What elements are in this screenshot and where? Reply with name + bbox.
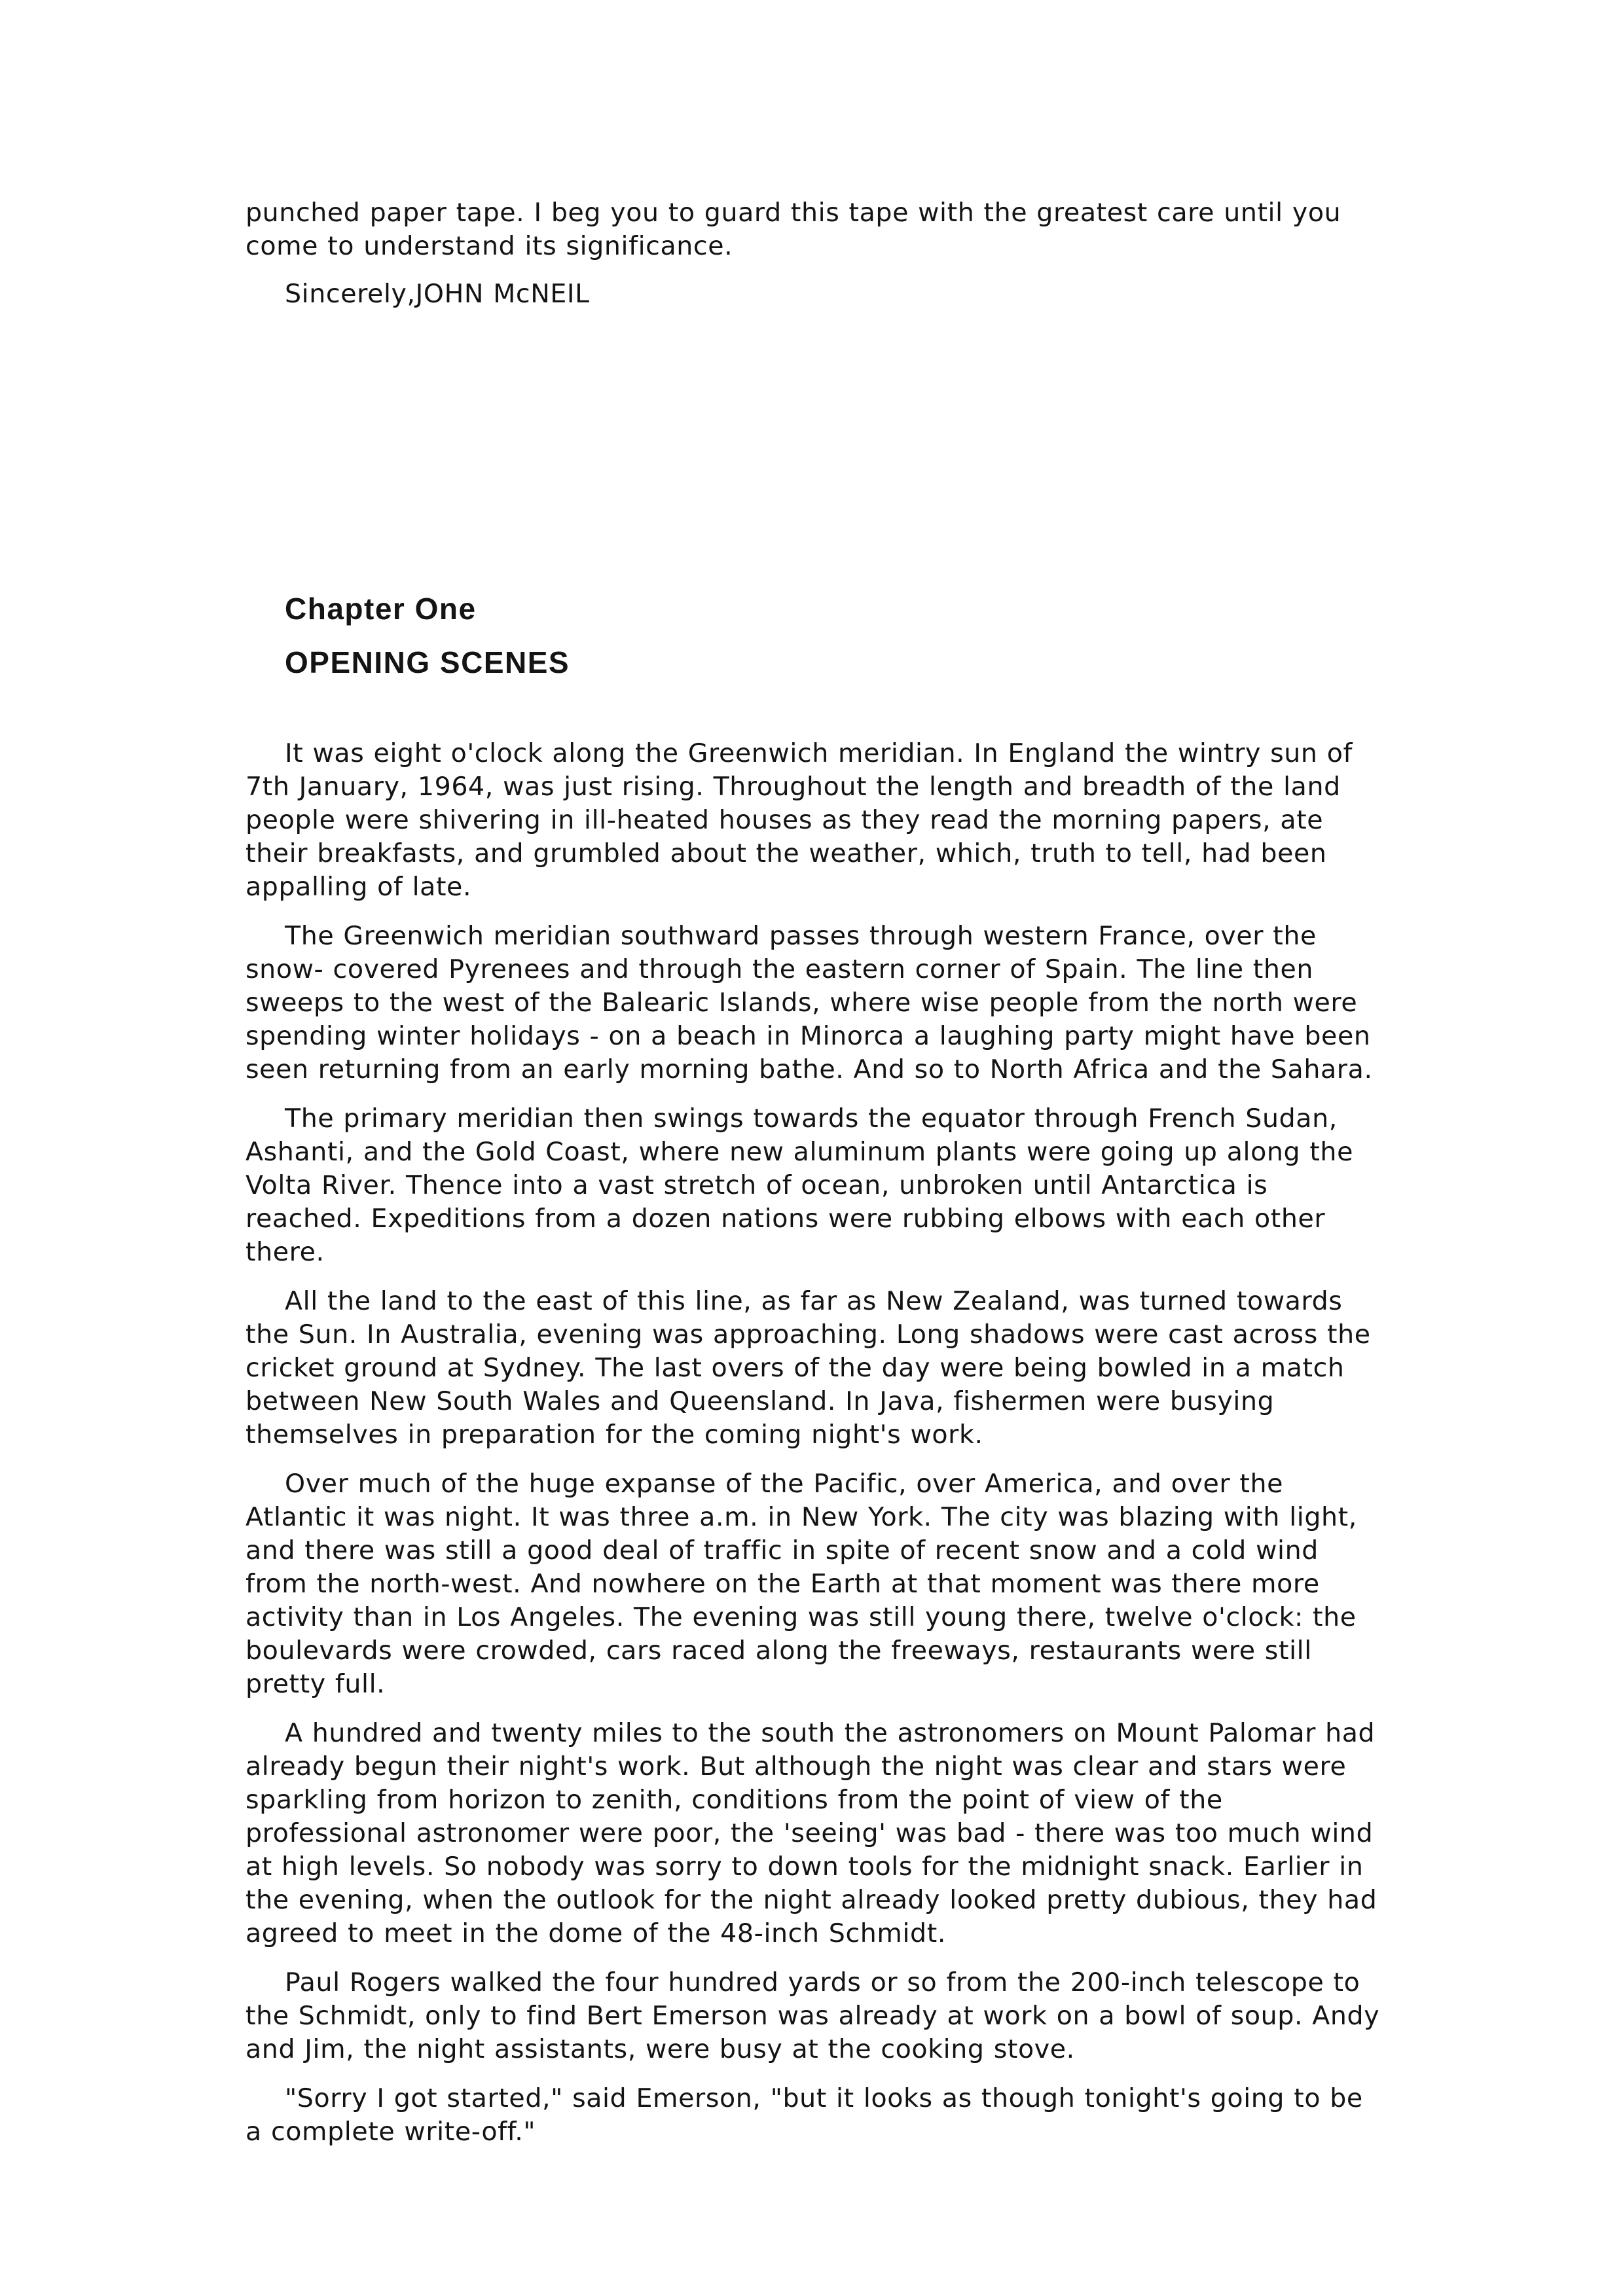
chapter-title-heading: OPENING SCENES [285, 645, 570, 679]
page-content [246, 196, 1388, 2149]
chapter-paragraph-australia: All the land to the east of this line, as far as New Zealand, was turned towards the Sun. In Australia, evening was approaching. Long shadows were cast across the cricket ground at Sydney. The last overs of the day were being bowled in a match between New South Wales and Queensland. In Java, fishermen were busying themselves in preparation for the coming night's work. [246, 1286, 1371, 1450]
chapter-number-heading: Chapter One [285, 592, 477, 626]
chapter-paragraph-france-spain: The Greenwich meridian southward passes through western France, over the snow- covered Pyrenees and through the eastern corner of Spain. The line then sweeps to the west of the Balearic Islands, where wise people from the north were spending winter holidays - on a beach in Minorca a laughing party might have been seen returning from an early morning bathe. And so to North Africa and the Sahara. [246, 921, 1373, 1085]
chapter-paragraph-equator: The primary meridian then swings towards the equator through French Sudan, Ashanti, and the Gold Coast, where new aluminum plants were going up along the Volta River. Thence into a vast stretch of ocean, unbroken until Antarctica is reached. Expeditions from a dozen nations were rubbing elbows with each other there. [246, 1103, 1353, 1267]
chapter-paragraph-america: Over much of the huge expanse of the Pacific, over America, and over the Atlantic it was night. It was three a.m. in New York. The city was blazing with light, and there was still a good deal of traffic in spite of recent snow and a cold wind from the north-west. And nowhere on the Earth at that moment was there more activity than in Los Angeles. The evening was still young there, twelve o'clock: the boulevards were crowded, cars raced along the freeways, restaurants were still pretty full. [246, 1469, 1357, 1699]
letter-closing-paragraph: punched paper tape. I beg you to guard this tape with the greatest care until you come to understand its significance. [246, 198, 1341, 261]
chapter-paragraph-palomar: A hundred and twenty miles to the south the astronomers on Mount Palomar had already begun their night's work. But although the night was clear and stars were sparkling from horizon to zenith, conditions from the point of view of the professional astronomer were poor, the 'seeing' was bad - there was too much wind at high levels. So nobody was sorry to down tools for the midnight snack. Earlier in the evening, when the outlook for the night already looked pretty dubious, they had agreed to meet in the dome of the 48-inch Schmidt. [246, 1718, 1377, 1948]
chapter-body [246, 737, 1388, 2149]
letter-signature: Sincerely,JOHN McNEIL [285, 279, 590, 309]
chapter-paragraph-paul-rogers: Paul Rogers walked the four hundred yards or so from the 200-inch telescope to the Schmidt, only to find Bert Emerson was already at work on a bowl of soup. Andy and Jim, the night assistants, were busy at the cooking stove. [246, 1967, 1380, 2064]
chapter-paragraph-emerson-dialogue: "Sorry I got started," said Emerson, "but it looks as though tonight's going to be a complete write-off." [246, 2083, 1363, 2147]
chapter-paragraph-greenwich: It was eight o'clock along the Greenwich meridian. In England the wintry sun of 7th January, 1964, was just rising. Throughout the length and breadth of the land people were shivering in ill-heated houses as they read the morning papers, ate their breakfasts, and grumbled about the weather, which, truth to tell, had been appalling of late. [246, 738, 1353, 902]
